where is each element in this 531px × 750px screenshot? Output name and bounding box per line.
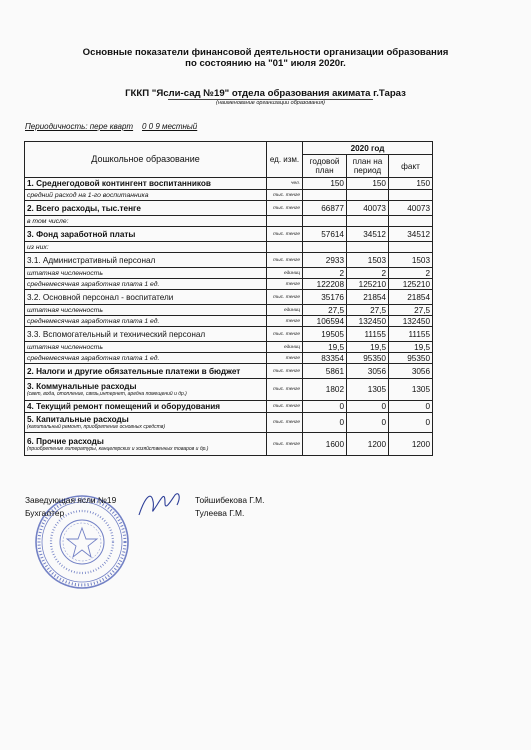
row-value-v2: 1503 [347,253,389,268]
row-value-v2: 132450 [347,316,389,327]
row-label-text: 3.2. Основной персонал - воспитатели [27,292,174,302]
row-label-text: 3.3. Вспомогательный и технический персонал [27,329,206,339]
row-value-v3: 2 [389,268,433,279]
row-label-text: 5. Капитальные расходы [27,415,129,424]
row-value-v2: 21854 [347,290,389,305]
row-value-v2: 95350 [347,353,389,364]
row-unit: тенге [267,316,303,327]
row-unit [267,242,303,253]
row-unit: тыс. тенге [267,401,303,413]
document-title: Основные показатели финансовой деятельности организации образования [82,47,449,58]
row-value-v2: 125210 [347,279,389,290]
row-value-v1: 150 [303,178,347,190]
table-row [25,242,433,253]
row-label-text: средний расход на 1-го воспитанника [27,191,149,199]
row-value-v1: 106594 [303,316,347,327]
row-unit: единиц [267,268,303,279]
row-label [25,253,267,268]
row-value-v3 [389,216,433,227]
row-value-v3: 19,5 [389,342,433,353]
row-unit: тенге [267,353,303,364]
header-unit: ед. изм. [267,142,303,178]
header-year: 2020 год [303,142,433,155]
row-unit: тыс. тенге [267,379,303,401]
row-value-v1: 19505 [303,327,347,342]
row-label [25,413,267,433]
table-row [25,316,433,327]
row-unit: тыс. тенге [267,227,303,242]
row-unit: тыс. тенге [267,190,303,201]
row-value-v3 [389,242,433,253]
row-label-text: 3. Фонд заработной платы [27,229,136,239]
accountant-name: Тулеева Г.М. [195,508,245,518]
row-value-v1 [303,216,347,227]
handwritten-signature [135,487,185,521]
row-label-text: из них: [27,243,49,251]
row-value-v1 [303,242,347,253]
table-row [25,379,433,401]
row-value-v1: 0 [303,413,347,433]
row-value-v3: 95350 [389,353,433,364]
row-label-text: штатная численность [27,306,103,314]
row-label-text: штатная численность [27,269,103,277]
row-value-v1: 83354 [303,353,347,364]
row-unit: тыс. тенге [267,253,303,268]
row-label [25,290,267,305]
row-value-v2: 150 [347,178,389,190]
row-label [25,178,267,190]
row-value-v1: 1600 [303,433,347,456]
row-value-v3: 40073 [389,201,433,216]
row-value-v2: 1305 [347,379,389,401]
table-row [25,401,433,413]
organization-caption: (наименование организации образования) [216,100,325,106]
table-row [25,305,433,316]
row-label [25,327,267,342]
row-note: (капитальный ремонт, приобретение основных средств) [27,424,166,430]
row-value-v2: 2 [347,268,389,279]
row-unit: тыс. тенге [267,433,303,456]
periodicity-label: Периодичность: пере кварт [25,122,134,131]
row-label [25,401,267,413]
row-label [25,353,267,364]
row-label [25,268,267,279]
organization-name: ГККП "Ясли-сад №19" отдела образования акимата г.Тараз [125,88,406,99]
row-label-text: среднемесячная заработная плата 1 ед. [27,317,160,325]
table-row [25,201,433,216]
table-row [25,353,433,364]
row-label-text: 1. Среднегодовой контингент воспитанников [27,179,211,188]
row-label [25,316,267,327]
header-section: Дошкольное образование [25,142,267,178]
row-value-v2: 40073 [347,201,389,216]
table-row [25,190,433,201]
head-name: Тойшибекова Г.М. [195,495,265,505]
row-value-v1: 2 [303,268,347,279]
row-value-v3 [389,190,433,201]
row-value-v2: 27,5 [347,305,389,316]
row-value-v1: 19,5 [303,342,347,353]
row-value-v1: 122208 [303,279,347,290]
row-value-v3: 132450 [389,316,433,327]
accountant-title: Бухгалтер [25,508,65,518]
row-value-v2: 1200 [347,433,389,456]
row-value-v3: 11155 [389,327,433,342]
row-label [25,190,267,201]
row-unit: единиц [267,305,303,316]
row-value-v1: 0 [303,401,347,413]
row-value-v3: 1200 [389,433,433,456]
table-row [25,268,433,279]
row-unit: тыс. тенге [267,413,303,433]
header-plan-year: годовой план [303,155,347,178]
row-value-v3: 3056 [389,364,433,379]
row-note: (свет, вода, отопление, связь,интернет, аредна помещений и др.) [27,391,187,397]
row-label [25,379,267,401]
row-label [25,242,267,253]
row-unit: тыс. тенге [267,201,303,216]
row-value-v1: 2933 [303,253,347,268]
row-value-v1: 35176 [303,290,347,305]
table-row [25,279,433,290]
row-unit: тыс. тенге [267,327,303,342]
row-value-v2: 3056 [347,364,389,379]
periodicity [25,122,197,131]
row-value-v2 [347,190,389,201]
row-label [25,227,267,242]
row-value-v1: 66877 [303,201,347,216]
row-label-text: 6. Прочие расходы [27,436,104,446]
row-label [25,216,267,227]
row-unit: единиц [267,342,303,353]
row-value-v3: 0 [389,401,433,413]
row-label [25,201,267,216]
row-value-v3: 0 [389,413,433,433]
row-label-text: 2. Налоги и другие обязательные платежи в бюджет [27,366,241,376]
row-value-v1: 5861 [303,364,347,379]
row-unit: чел. [267,178,303,190]
table-row [25,413,433,433]
row-value-v2 [347,242,389,253]
row-value-v1: 1802 [303,379,347,401]
official-seal [32,492,132,592]
head-title: Заведующая ясли №19 [25,495,117,505]
row-value-v2: 34512 [347,227,389,242]
row-label-text: 2. Всего расходы, тыс.тенге [27,203,141,213]
row-label [25,305,267,316]
row-label-text: среднемесячная заработная плата 1 ед. [27,280,160,288]
header-plan-period: план на период [347,155,389,178]
row-unit: тыс. тенге [267,290,303,305]
table-row [25,290,433,305]
row-value-v3: 21854 [389,290,433,305]
row-label-text: 3. Коммунальные расходы [27,382,137,391]
row-value-v1: 27,5 [303,305,347,316]
header-fact: факт [389,155,433,178]
row-value-v2 [347,216,389,227]
periodicity-value: 0 0 9 местный [141,122,198,131]
row-note: (приобретение литературы, канцелярских и хозяйственных товаров и др.) [27,445,209,452]
table-row [25,327,433,342]
row-label-text: в том числе: [27,217,69,225]
table-row [25,178,433,190]
table-row [25,216,433,227]
table-row [25,227,433,242]
financial-table [24,141,433,456]
row-value-v2: 19,5 [347,342,389,353]
row-value-v3: 27,5 [389,305,433,316]
row-value-v3: 1503 [389,253,433,268]
row-value-v1 [303,190,347,201]
row-label-text: 3.1. Административный персонал [27,255,156,265]
row-label [25,279,267,290]
document-date: по состоянию на "01" июля 2020г. [185,58,346,69]
row-value-v3: 1305 [389,379,433,401]
table-row [25,364,433,379]
row-label [25,342,267,353]
row-value-v3: 125210 [389,279,433,290]
row-value-v3: 34512 [389,227,433,242]
row-label-text: 4. Текущий ремонт помещений и оборудования [27,402,221,411]
row-label-text: среднемесячная заработная плата 1 ед. [27,354,160,362]
row-unit [267,216,303,227]
row-label [25,364,267,379]
row-value-v2: 11155 [347,327,389,342]
row-unit: тенге [267,279,303,290]
row-value-v2: 0 [347,413,389,433]
row-label-text: штатная численность [27,343,103,351]
row-label [25,433,267,456]
row-value-v3: 150 [389,178,433,190]
table-row [25,433,433,456]
table-row [25,253,433,268]
row-value-v2: 0 [347,401,389,413]
row-unit: тыс. тенге [267,364,303,379]
row-value-v1: 57614 [303,227,347,242]
table-row [25,342,433,353]
